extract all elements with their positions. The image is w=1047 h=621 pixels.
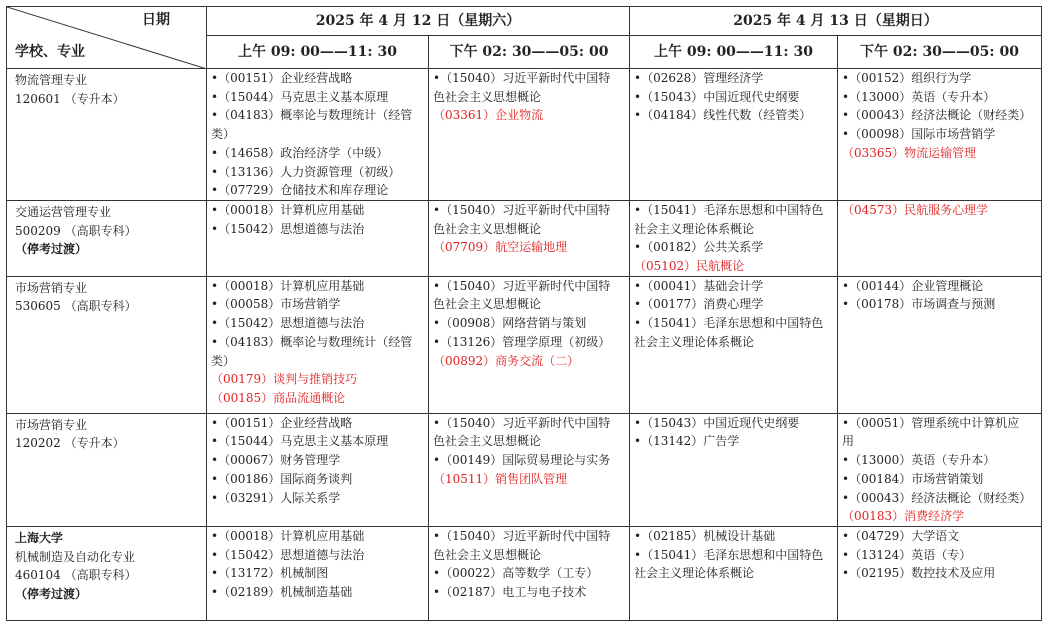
session-cell-d2am — [630, 276, 838, 413]
course-item: •（02185）机械设计基础 — [634, 528, 776, 543]
course-item: •（15040）习近平新时代中国特 — [433, 71, 611, 85]
corner-date-label: 日期 — [142, 12, 170, 28]
course-item: •（00067）财务管理学 — [211, 453, 341, 468]
course-item: •（15041）毛泽东思想和中国特色 — [634, 202, 824, 217]
course-item-highlighted: （03361）企业物流 — [433, 108, 544, 123]
course-item: •（00043）经济法概论（财经类） — [842, 490, 1032, 505]
course-item: •（00152）组织行为学 — [842, 71, 972, 85]
course-item-highlighted: （05102）民航概论 — [634, 259, 745, 274]
course-item-highlighted: （07709）航空运输地理 — [433, 240, 568, 255]
schedule-row — [7, 276, 1042, 413]
schedule-body — [7, 69, 1042, 621]
course-item: •（04183）概率论与数理统计（经管 — [211, 334, 413, 349]
session-cell-d2am — [630, 200, 838, 276]
course-item: •（15042）思想道德与法治 — [211, 221, 365, 236]
course-item: •（13136）人力资源管理（初级） — [211, 164, 401, 179]
course-item: •（15042）思想道德与法治 — [211, 316, 365, 331]
course-item-highlighted: （10511）销售团队管理 — [433, 471, 568, 486]
course-item: •（13172）机械制图 — [211, 566, 329, 581]
session-cell-d1am — [207, 200, 429, 276]
session-cell-d2am — [630, 413, 838, 526]
course-item: •（07729）仓储技术和库存理论 — [211, 183, 389, 198]
course-item: •（00151）企业经营战略 — [211, 415, 353, 430]
course-item: •（03291）人际关系学 — [211, 490, 341, 505]
course-item: •（00018）计算机应用基础 — [211, 528, 365, 543]
course-item: 色社会主义思想概论 — [433, 547, 542, 562]
course-item: 类） — [211, 127, 236, 142]
session-cell-d1am — [207, 69, 429, 201]
course-item: •（00041）基础会计学 — [634, 278, 764, 293]
schedule-row — [7, 526, 1042, 620]
program-cell — [7, 200, 207, 276]
course-item: •（00051）管理系统中计算机应 — [842, 415, 1020, 430]
course-item-highlighted: （00892）商务交流（二） — [433, 353, 580, 368]
course-item: 社会主义理论体系概论 — [634, 334, 755, 349]
program-cell — [7, 276, 207, 413]
course-item: •（00144）企业管理概论 — [842, 278, 984, 293]
session-cell-d1am — [207, 526, 429, 620]
course-item: •（15040）习近平新时代中国特 — [433, 202, 611, 217]
course-item: 社会主义理论体系概论 — [634, 566, 755, 581]
course-item-highlighted: （03365）物流运输管理 — [842, 145, 977, 160]
course-item: •（15043）中国近现代史纲要 — [634, 415, 800, 430]
program-cell — [7, 69, 207, 201]
course-item-highlighted: （00185）商品流通概论 — [211, 390, 346, 405]
schedule-row — [7, 200, 1042, 276]
session-cell-d1pm — [429, 526, 630, 620]
course-item: •（15044）马克思主义基本原理 — [211, 434, 389, 449]
course-item: •（13000）英语（专升本） — [842, 453, 996, 468]
session-cell-d2pm — [838, 526, 1042, 620]
course-item: •（13124）英语（专） — [842, 547, 972, 562]
course-item: •（00018）计算机应用基础 — [211, 278, 365, 293]
corner-school-label: 学校、专业 — [15, 44, 85, 61]
program-line: 市场营销专业 — [15, 417, 88, 432]
program-line: （停考过渡） — [15, 242, 88, 257]
corner-header — [7, 7, 207, 69]
session-cell-d1pm — [429, 69, 630, 201]
course-item: 色社会主义思想概论 — [433, 297, 542, 312]
course-item: •（15044）马克思主义基本原理 — [211, 89, 389, 104]
day2-am-header: 上午 09: 00——11: 30 — [630, 36, 838, 69]
course-item: •（04729）大学语文 — [842, 528, 960, 543]
course-item: •（13000）英语（专升本） — [842, 89, 996, 104]
course-item: •（00149）国际贸易理论与实务 — [433, 453, 611, 468]
session-cell-d2am — [630, 69, 838, 201]
program-cell — [7, 526, 207, 620]
course-item: •（13126）管理学原理（初级） — [433, 334, 611, 349]
session-cell-d1am — [207, 276, 429, 413]
program-cell — [7, 413, 207, 526]
course-item: 色社会主义思想概论 — [433, 434, 542, 449]
course-item: •（00184）市场营销策划 — [842, 471, 984, 486]
course-item: •（02195）数控技术及应用 — [842, 566, 996, 581]
program-line: （停考过渡） — [15, 587, 88, 602]
course-item-highlighted: （00179）谈判与推销技巧 — [211, 372, 358, 387]
day1-header: 2025 年 4 月 12 日（星期六） — [207, 7, 630, 36]
course-item: 色社会主义思想概论 — [433, 221, 542, 236]
course-item: •（15040）习近平新时代中国特 — [433, 415, 611, 430]
course-item: •（00177）消费心理学 — [634, 297, 764, 312]
session-cell-d2pm — [838, 69, 1042, 201]
session-cell-d1pm — [429, 200, 630, 276]
course-item: •（00098）国际市场营销学 — [842, 127, 996, 142]
program-line: 上海大学 — [15, 530, 64, 545]
course-item: •（00058）市场营销学 — [211, 297, 341, 312]
session-cell-d2pm — [838, 276, 1042, 413]
course-item: 类） — [211, 353, 236, 368]
course-item: •（15041）毛泽东思想和中国特色 — [634, 547, 824, 562]
course-item: •（00186）国际商务谈判 — [211, 471, 353, 486]
session-cell-d1pm — [429, 276, 630, 413]
course-item: •（15043）中国近现代史纲要 — [634, 89, 800, 104]
day1-am-header: 上午 09: 00——11: 30 — [207, 36, 429, 69]
program-line: 530605 （高职专科） — [15, 299, 137, 314]
course-item: •（02628）管理经济学 — [634, 71, 764, 85]
course-item-highlighted: （00183）消费经济学 — [842, 509, 965, 524]
session-cell-d2am — [630, 526, 838, 620]
schedule-row — [7, 69, 1042, 201]
course-item: 色社会主义思想概论 — [433, 89, 542, 104]
program-line: 500209 （高职专科） — [15, 223, 137, 238]
course-item: •（15040）习近平新时代中国特 — [433, 528, 611, 543]
course-item: •（04184）线性代数（经管类） — [634, 108, 812, 123]
program-line: 交通运营管理专业 — [15, 204, 112, 219]
exam-schedule-table — [6, 6, 1042, 621]
course-item: •（02187）电工与电子技术 — [433, 585, 587, 600]
course-item: •（14658）政治经济学（中级） — [211, 145, 389, 160]
course-item: •（13142）广告学 — [634, 434, 740, 449]
session-cell-d2pm — [838, 413, 1042, 526]
day1-pm-header: 下午 02: 30——05: 00 — [429, 36, 630, 69]
course-item-highlighted: （04573）民航服务心理学 — [842, 202, 989, 217]
program-line: 120601 （专升本） — [15, 91, 125, 106]
course-item: •（00151）企业经营战略 — [211, 71, 353, 85]
session-cell-d1pm — [429, 413, 630, 526]
course-item: •（00043）经济法概论（财经类） — [842, 108, 1032, 123]
session-cell-d2pm — [838, 200, 1042, 276]
program-line: 市场营销专业 — [15, 280, 88, 295]
course-item: •（00022）高等数学（工专） — [433, 566, 599, 581]
schedule-row — [7, 413, 1042, 526]
program-line: 物流管理专业 — [15, 73, 88, 87]
course-item: •（00178）市场调查与预测 — [842, 297, 996, 312]
course-item: •（15041）毛泽东思想和中国特色 — [634, 316, 824, 331]
course-item: •（00018）计算机应用基础 — [211, 202, 365, 217]
day2-pm-header: 下午 02: 30——05: 00 — [838, 36, 1042, 69]
course-item: •（15042）思想道德与法治 — [211, 547, 365, 562]
program-line: 机械制造及自动化专业 — [15, 549, 136, 564]
day2-header: 2025 年 4 月 13 日（星期日） — [630, 7, 1042, 36]
course-item: •（02189）机械制造基础 — [211, 585, 353, 600]
program-line: 120202 （专升本） — [15, 436, 125, 451]
course-item: •（00908）网络营销与策划 — [433, 316, 587, 331]
course-item: 用 — [842, 434, 855, 449]
course-item: •（04183）概率论与数理统计（经管 — [211, 108, 413, 123]
course-item: •（00182）公共关系学 — [634, 240, 764, 255]
course-item: 社会主义理论体系概论 — [634, 221, 755, 236]
program-line: 460104 （高职专科） — [15, 568, 137, 583]
course-item: •（15040）习近平新时代中国特 — [433, 278, 611, 293]
session-cell-d1am — [207, 413, 429, 526]
